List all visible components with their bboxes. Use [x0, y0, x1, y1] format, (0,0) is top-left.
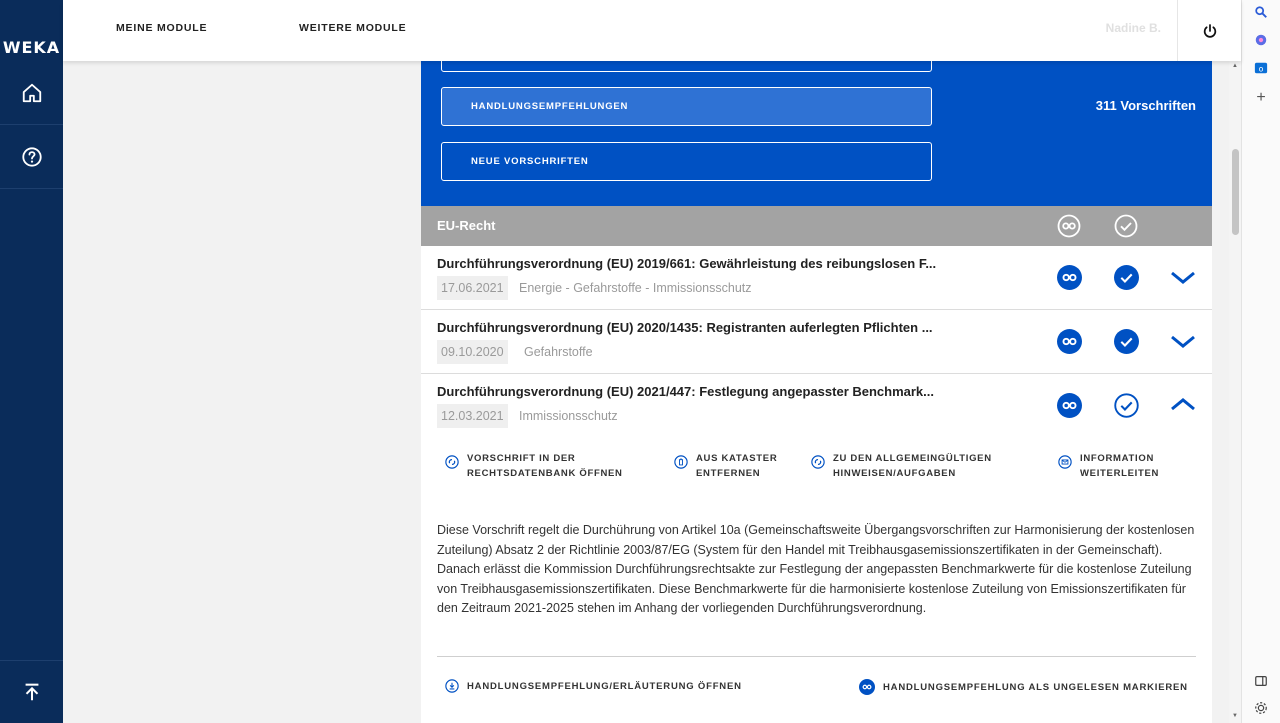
add-icon[interactable]: +: [1256, 89, 1266, 106]
browser-side-panel: [1241, 0, 1280, 723]
regulation-row[interactable]: [421, 246, 1212, 310]
action-label-line: ZU DEN ALLGEMEINGÜLTIGEN: [833, 453, 992, 464]
help-button[interactable]: [0, 126, 63, 189]
power-icon: [1202, 23, 1218, 39]
filter-neue-vorschriften[interactable]: NEUE VORSCHRIFTEN: [441, 142, 932, 181]
filter-handlungsempfehlungen[interactable]: HANDLUNGSEMPFEHLUNGEN: [441, 87, 932, 126]
read-status-icon[interactable]: [1057, 393, 1082, 418]
forward-information-action[interactable]: [1058, 451, 1159, 481]
chevron-down-icon[interactable]: [1170, 268, 1196, 286]
sidebar-toggle-icon[interactable]: [1254, 674, 1268, 688]
download-icon: [445, 679, 459, 693]
general-hints-action[interactable]: [811, 451, 992, 481]
nav-weitere-module[interactable]: WEITERE MODULE: [299, 22, 407, 34]
home-icon: [21, 82, 43, 104]
scrollbar[interactable]: [1229, 61, 1241, 723]
search-icon[interactable]: [1254, 5, 1268, 19]
row-tags: Gefahrstoffe: [524, 345, 593, 359]
action-label: HANDLUNGSEMPFEHLUNG/ERLÄUTERUNG ÖFFNEN: [467, 680, 742, 692]
weka-logo[interactable]: [0, 0, 63, 61]
outlook-icon[interactable]: [1254, 61, 1268, 75]
checked-icon[interactable]: [1114, 329, 1139, 354]
row-title[interactable]: Durchführungsverordnung (EU) 2021/447: Festlegung angepasster Benchmark...: [437, 384, 935, 399]
row-title[interactable]: Durchführungsverordnung (EU) 2019/661: Gewährleistung des reibungslosen F...: [437, 256, 937, 271]
row-tags: Energie - Gefahrstoffe - Immissionsschutz: [519, 281, 752, 295]
check-header-icon[interactable]: [1114, 214, 1138, 238]
action-label-line: VORSCHRIFT IN DER: [467, 453, 576, 464]
read-status-header-icon[interactable]: [1057, 214, 1081, 238]
remove-from-register-action[interactable]: [674, 451, 777, 481]
svg-text:o: o: [1258, 64, 1264, 74]
row-tags: Immissionsschutz: [519, 409, 618, 423]
home-button[interactable]: [0, 62, 63, 125]
link-icon: [811, 455, 825, 469]
action-label-line: ENTFERNEN: [696, 468, 761, 479]
nav-meine-module[interactable]: MEINE MODULE: [116, 22, 208, 34]
scroll-top-button[interactable]: [0, 660, 63, 723]
scroll-top-icon: [21, 681, 43, 703]
filter-area: [421, 61, 1212, 206]
help-icon: [21, 146, 43, 168]
trash-icon: [674, 455, 688, 469]
checked-icon[interactable]: [1114, 265, 1139, 290]
open-in-database-action[interactable]: [445, 451, 623, 481]
regulations-panel: [421, 61, 1212, 723]
section-header: [421, 206, 1212, 246]
chevron-down-icon[interactable]: [1170, 332, 1196, 350]
row-date: 12.03.2021: [437, 404, 508, 428]
unread-icon: [859, 679, 875, 695]
regulations-count: 311 Vorschriften: [1095, 98, 1196, 113]
regulation-description: Diese Vorschrift regelt die Durchührung von Artikel 10a (Gemeinschaftsweite Übergangsvorschriften zur Harmonisierung der kostenlosen Zuteilung) Absatz 2 der Richtlinie 2003/87/EG (System für den Handel mit Treibhausgasemissionszertifikaten in der Gemeinschaft). Danach erlässt die Kommission Durchführungsrechtsakte zur Festlegung der angepassten Benchmarkwerte für die kostenlose Zuteilung von Treibhausgasemissionszertifikaten. Diese Benchmarkwerte für die harmonisierte kostenlose Zuteilung von Emissionszertifikaten für den Zeitraum 2021-2025 stehen im Anhang der vorliegenden Durchführungsverordnung.: [437, 523, 1195, 615]
extension-icon[interactable]: [1254, 33, 1268, 47]
logout-button[interactable]: [1177, 0, 1241, 61]
action-label-line: AUS KATASTER: [696, 453, 778, 464]
chevron-up-icon[interactable]: [1170, 396, 1196, 414]
scroll-up-icon[interactable]: ▲: [1232, 63, 1238, 69]
divider: [437, 656, 1196, 657]
mark-unread-action[interactable]: [859, 679, 1188, 695]
user-name[interactable]: Nadine B.: [1105, 21, 1161, 35]
unchecked-icon[interactable]: [1114, 393, 1139, 418]
action-label: HANDLUNGSEMPFEHLUNG ALS UNGELESEN MARKIEREN: [883, 681, 1188, 693]
top-header: [63, 0, 1241, 61]
scroll-thumb[interactable]: [1232, 149, 1239, 235]
section-title: EU-Recht: [437, 218, 496, 233]
settings-icon[interactable]: [1254, 701, 1268, 715]
action-label-line: INFORMATION: [1080, 453, 1155, 464]
open-recommendation-action[interactable]: [445, 679, 742, 693]
action-label-line: HINWEISEN/AUFGABEN: [833, 468, 956, 479]
row-title[interactable]: Durchführungsverordnung (EU) 2020/1435: Registranten auferlegten Pflichten ...: [437, 320, 933, 335]
read-status-icon[interactable]: [1057, 265, 1082, 290]
read-status-icon[interactable]: [1057, 329, 1082, 354]
regulation-row[interactable]: [421, 310, 1212, 374]
logo-text: WEKA: [2, 38, 61, 57]
action-label-line: WEITERLEITEN: [1080, 468, 1160, 479]
mail-icon: [1058, 455, 1072, 469]
action-label-line: RECHTSDATENBANK ÖFFNEN: [467, 468, 623, 479]
row-date: 17.06.2021: [437, 276, 508, 300]
filter-button-top[interactable]: [441, 61, 932, 72]
scroll-down-icon[interactable]: ▼: [1232, 713, 1238, 719]
row-date: 09.10.2020: [437, 340, 508, 364]
sidebar: [0, 0, 63, 723]
external-link-icon: [445, 455, 459, 469]
